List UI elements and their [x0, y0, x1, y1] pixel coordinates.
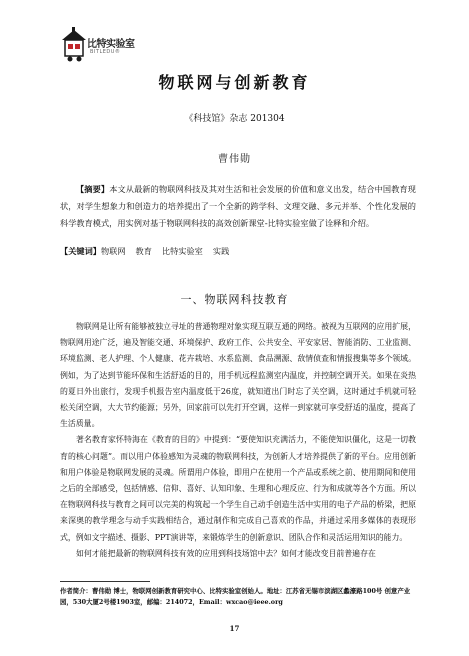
section-heading: 一、物联网科技教育 [180, 293, 289, 306]
page-number: 17 [229, 624, 240, 633]
keyword: 物联网 [100, 246, 126, 256]
keyword: 比特实验室 [161, 246, 203, 256]
keyword: 教育 [135, 246, 152, 256]
article-source: 《科技馆》杂志 201304 [184, 114, 285, 124]
author-name: 曹伟勋 [218, 154, 251, 165]
keywords-tag: 【关键词】 [60, 246, 101, 256]
abstract [60, 181, 416, 232]
author-footnote: 作者简介：曹伟勋 博士，物联网创新教育研究中心、比特实验室创始人。地址：江苏省无锡市滨湖区蠡濠路100号 创意产业园，530大厦2号楼1903室，邮编：214072，Email：wxcao@ieee.org [60, 587, 411, 606]
logo-mark-icon [62, 27, 86, 62]
footnote-rule [60, 581, 150, 582]
abstract-tag: 【摘要】 [76, 184, 110, 194]
logo-text: 比特实验室 [87, 39, 135, 50]
keyword: 实践 [212, 246, 230, 256]
paragraph: 著名教育家怀特海在《教育的目的》中提到：“要使知识充满活力，不能使知识僵化，这是一切教育的核心问题”。而以用户体验感知为灵魂的物联网科技，为创新人才培养提供了新的平台。应用创新和用户体验是物联网发展的灵魂。所谓用户体验，即用户在使用一个产品或系统之前、使用期间和使用之后的全部感受，包括情感、信仰、喜好、认知印象、生理和心理反应、行为和成就等各个方面。所以在物联网科技与教育之间可以完美的构筑起一个学生自己动手创造生活中实用的电子产品的桥梁，把原来深奥的教学理念与动手实践相结合，通过制作和完成自己喜欢的作品，并通过采用多媒体的表现形式，例如文字描述、摄影、PPT演讲等，来锻炼学生的创新意识、团队合作和灵活运用知识的能力。 [60, 435, 416, 542]
abstract-text: 本文从最新的物联网科技及其对生活和社会发展的价值和意义出发，结合中国教育现状，对学生想象力和创造力的培养提出了一个全新的跨学科、文理交融、多元并举、个性化发展的科学教育模式，用实例对基于物联网科技的高效创新课堂-比特实验室做了诠释和介绍。 [60, 184, 416, 228]
body-text [60, 319, 416, 562]
paragraph: 如何才能把最新的物联网科技有效的应用到科技场馆中去？如何才能改变目前普遍存在 [76, 548, 376, 558]
article-title: 物联网与创新教育 [158, 73, 311, 92]
keywords [60, 246, 416, 257]
logo-subtitle: BITLEDU® [90, 49, 121, 55]
paragraph: 物联网是让所有能够被独立寻址的普通物理对象实现互联互通的网络。被视为互联网的应用扩展，物联网用途广泛，遍及智能交通、环境保护、政府工作、公共安全、平安家居、智能消防、工业监测、环境监测、老人护理、个人健康、花卉栽培、水系监测、食品溯源、敌情侦查和情报搜集等多个领域。例如，为了达到节能环保和生活舒适的目的，用手机远程监测室内温度，并控制空调开关。如果在炎热的夏日外出旅行，发现手机报告室内温度低于26度，就知道出门时忘了关空调，这时通过手机就可轻松关闭空调，大大节约能源；另外，回家前可以先打开空调，这样一到家就可享受舒适的温度，提高了生活质量。 [60, 322, 416, 429]
